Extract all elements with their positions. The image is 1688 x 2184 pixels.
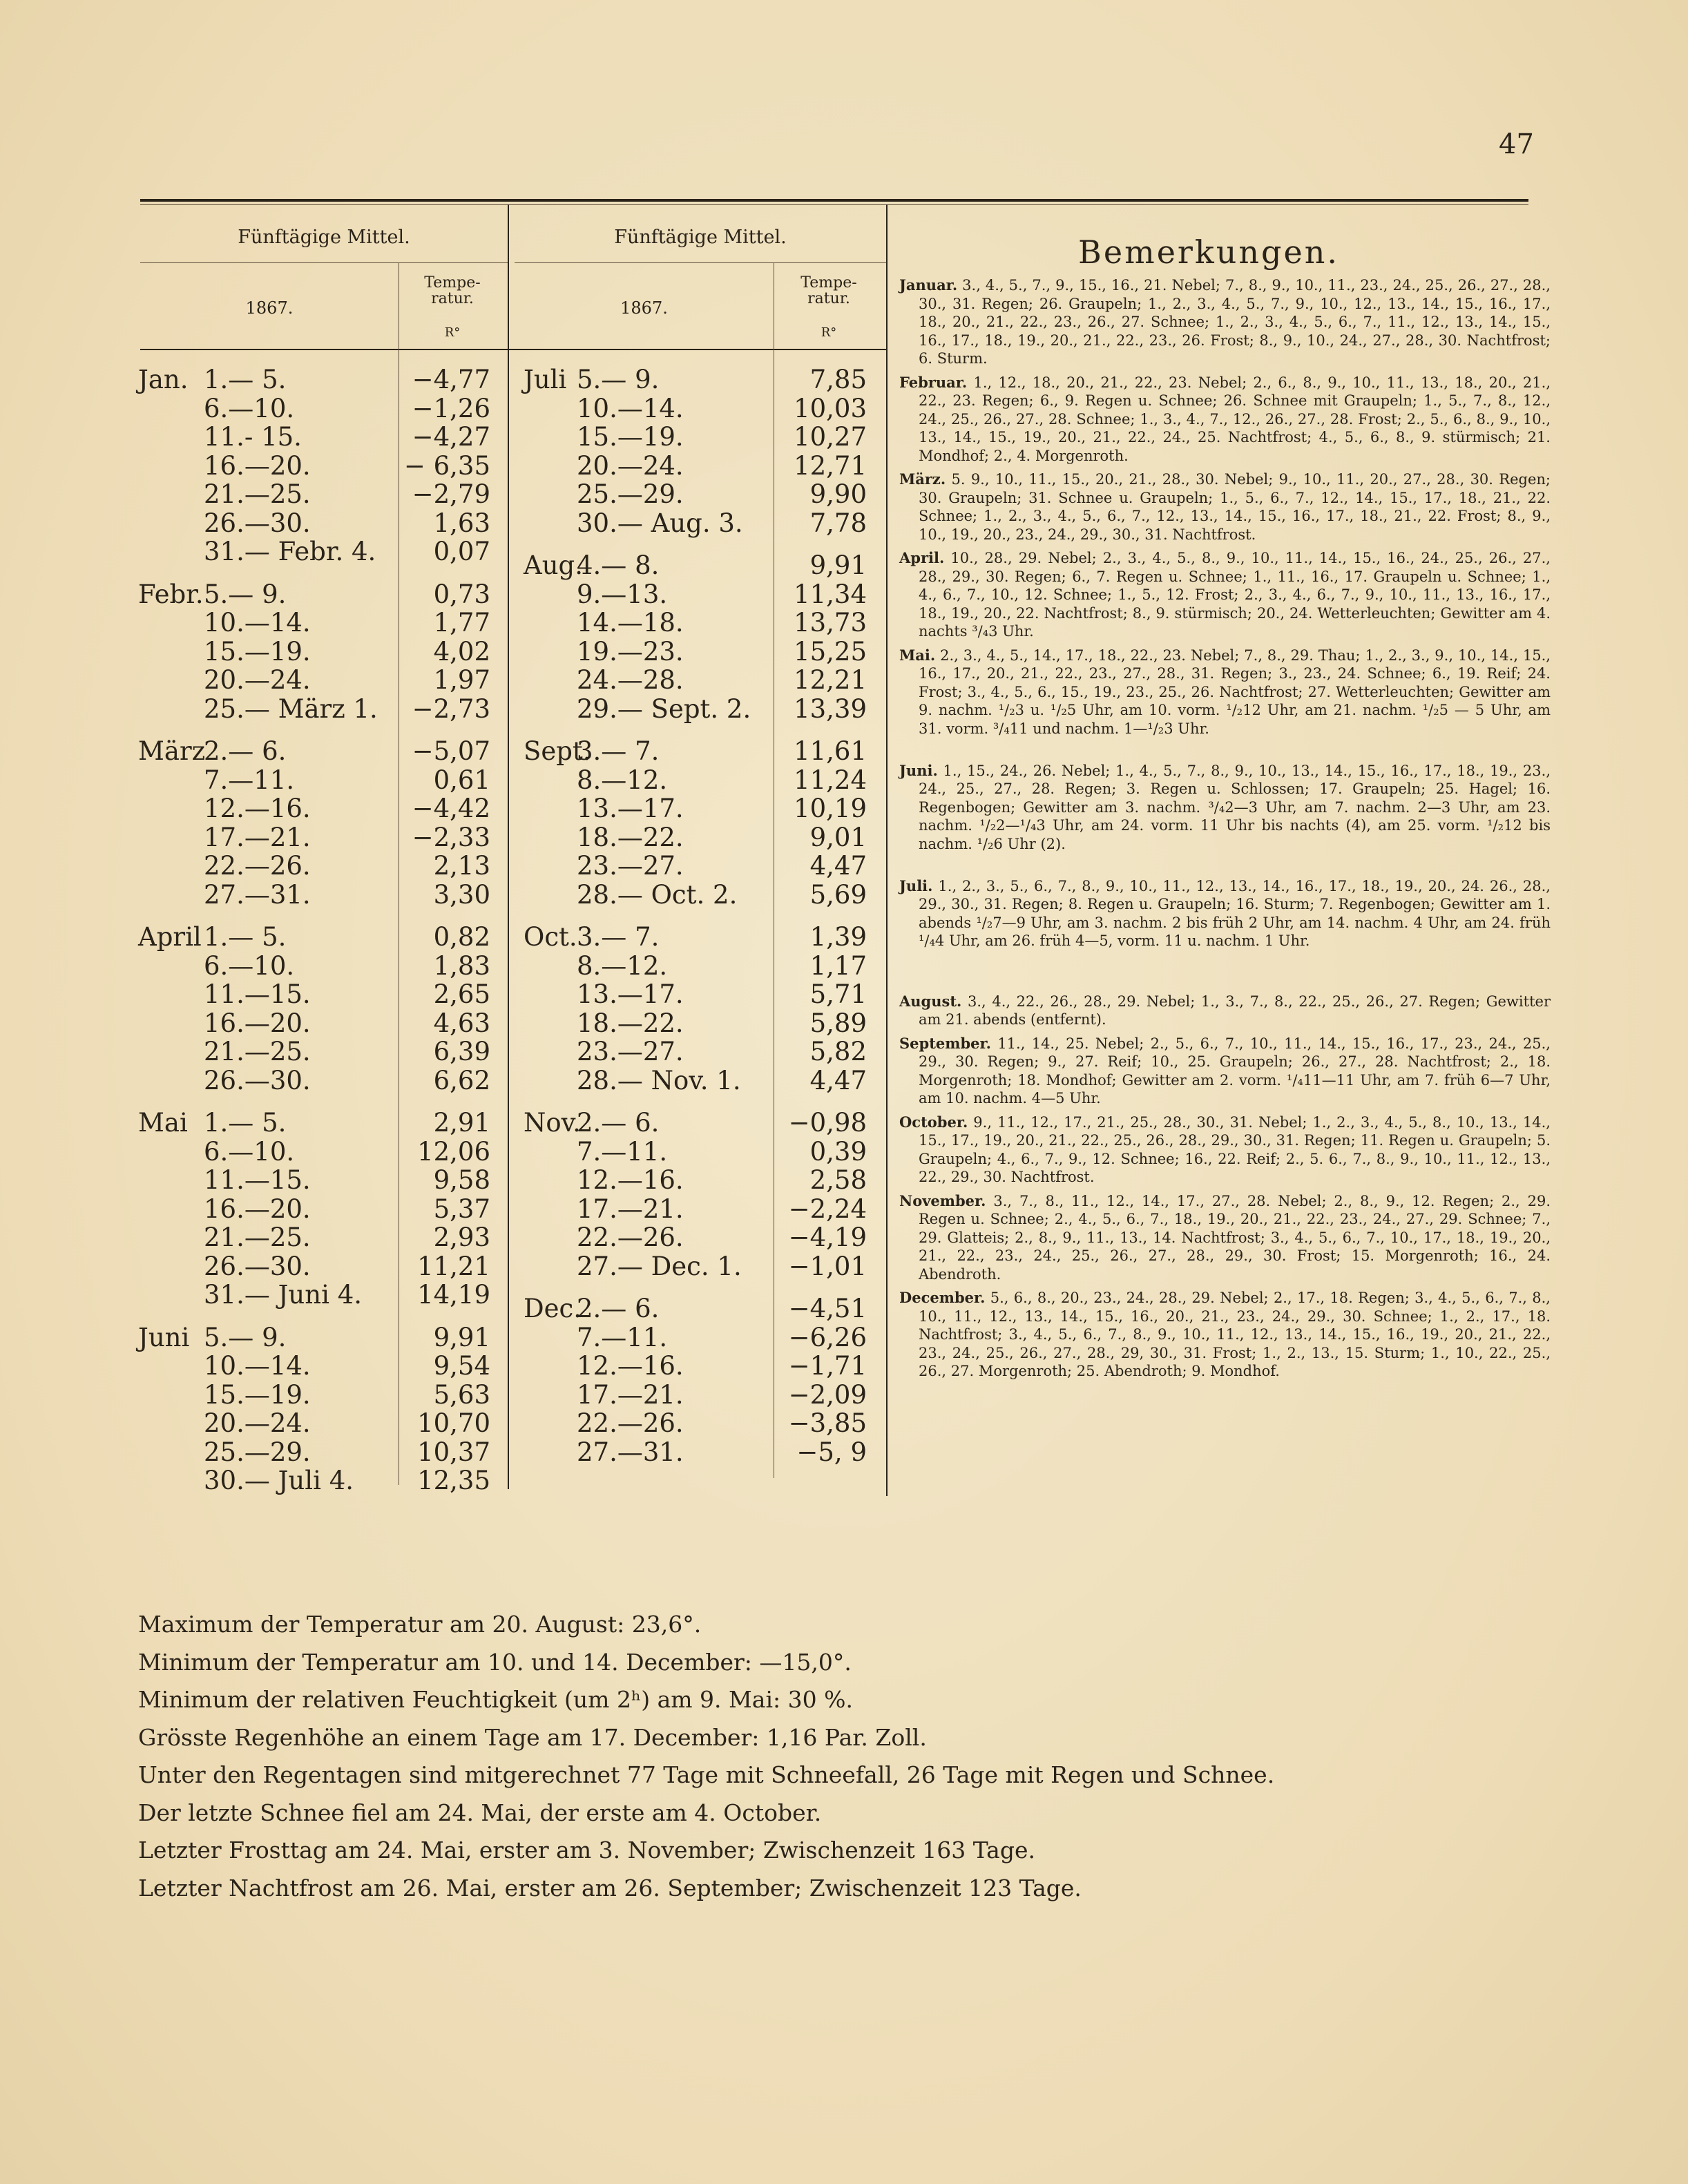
remark-entry bbox=[899, 646, 1551, 738]
right-group-header: Fünftägige Mittel. bbox=[614, 227, 787, 248]
remark-entry bbox=[899, 1113, 1551, 1187]
temperature-value: 12,06 bbox=[417, 1136, 490, 1167]
temperature-value: 2,13 bbox=[433, 851, 490, 881]
month-label: Nov. bbox=[524, 1108, 581, 1138]
date-range: 21.—25. bbox=[204, 479, 311, 509]
temperature-value: 2,93 bbox=[433, 1223, 490, 1252]
temperature-value: 5,71 bbox=[809, 979, 867, 1009]
temperature-value: −3,85 bbox=[788, 1408, 867, 1438]
date-range: 27.—31. bbox=[577, 1437, 684, 1467]
temperature-value: 10,03 bbox=[794, 393, 867, 423]
date-range: 31.— Juni 4. bbox=[204, 1280, 362, 1310]
date-range: 5.— 9. bbox=[204, 579, 287, 609]
temperature-value: 2,91 bbox=[433, 1108, 490, 1138]
temperature-value: −1,71 bbox=[788, 1351, 867, 1381]
date-range: 30.— Aug. 3. bbox=[577, 508, 743, 538]
date-range: 1.— 5. bbox=[204, 922, 287, 952]
left-temp-unit: R° bbox=[444, 325, 461, 340]
remark-entry bbox=[899, 877, 1551, 950]
date-range: 20.—24. bbox=[577, 450, 684, 481]
date-range: 20.—24. bbox=[204, 1408, 311, 1438]
temperature-value: −0,98 bbox=[788, 1108, 867, 1138]
temperature-value: 9,01 bbox=[809, 822, 867, 852]
temperature-value: 1,39 bbox=[809, 922, 867, 952]
table-divider bbox=[508, 204, 509, 1489]
date-range: 11.- 15. bbox=[204, 422, 302, 452]
temperature-value: −2,24 bbox=[788, 1194, 867, 1224]
remark-month: Juli. bbox=[899, 877, 933, 894]
page-number: 47 bbox=[1499, 128, 1534, 160]
summary-line: Unter den Regentagen sind mitgerechnet 77 Tage mit Schneefall, 26 Tage mit Regen und Schnee. bbox=[138, 1761, 1275, 1788]
temperature-value: −4,77 bbox=[412, 365, 490, 394]
date-range: 1.— 5. bbox=[204, 365, 287, 394]
date-range: 5.— 9. bbox=[204, 1322, 287, 1352]
remark-text: 5., 6., 8., 20., 23., 24., 28., 29. Nebel; 2., 17., 18. Regen; 3., 4., 5., 6., 7., 8., 10., 11., 12., 13., 14., 15., 16., 20., 21., 23., 24., 29., 30. Schnee; 1., 2., 17., 18. Nachtfrost; 3., 4., 5., 6., 7., 8., 9., 10., 11., 12., 13., 14., 15., 16., 19., 20., 21., 22., 23., 24., 25., 26., 27., 28., 29, 30., 31. Frost; 1., 2., 13., 15. Sturm; 1., 10., 22., 25., 26., 27. Morgenroth; 25. Abendroth; 9. Mondhof. bbox=[919, 1290, 1551, 1379]
temperature-value: 5,37 bbox=[433, 1194, 490, 1224]
date-range: 18.—22. bbox=[577, 822, 684, 852]
summary-line: Der letzte Schnee fiel am 24. Mai, der erste am 4. October. bbox=[138, 1799, 822, 1826]
right-group-rule bbox=[515, 262, 886, 263]
temperature-value: 6,39 bbox=[433, 1037, 490, 1066]
date-range: 21.—25. bbox=[204, 1037, 311, 1066]
temperature-value: −5,07 bbox=[412, 736, 490, 766]
date-range: 22.—26. bbox=[204, 851, 311, 881]
temperature-value: 5,69 bbox=[809, 879, 867, 910]
month-label: April bbox=[138, 922, 202, 952]
date-range: 28.— Oct. 2. bbox=[577, 879, 738, 910]
date-range: 25.— März 1. bbox=[204, 693, 378, 724]
date-range: 3.— 7. bbox=[577, 922, 660, 952]
remark-month: April. bbox=[899, 549, 945, 566]
month-label: Oct. bbox=[524, 922, 577, 952]
summary-block bbox=[138, 1606, 1274, 1907]
temperature-value: 9,90 bbox=[809, 479, 867, 509]
remarks-divider bbox=[886, 204, 888, 1496]
remark-text: 3., 4., 5., 7., 9., 15., 16., 21. Nebel; 7., 8., 9., 10., 11., 23., 24., 25., 26., 27., 28., 30., 31. Regen; 26. Graupeln; 1., 2., 3., 4., 5., 7., 9., 10., 12., 13., 14., 15., 16., 17., 18., 20., 21., 22., 23., 26., 27. Schnee; 1., 2., 3., 4., 5., 6., 7., 11., 12., 13., 14., 15., 16., 17., 18., 19., 20., 21., 22., 23., 26. Frost; 8., 9., 10., 24., 27., 28., 30. Nachtfrost; 6. Sturm. bbox=[919, 277, 1551, 367]
remark-text: 1., 12., 18., 20., 21., 22., 23. Nebel; 2., 6., 8., 9., 10., 11., 13., 18., 20., 21., 22., 23. Regen; 6., 9. Regen u. Schnee; 26. Schnee mit Graupeln; 1., 5., 7., 8., 12., 24., 25., 26., 27., 28. Schnee; 1., 3., 4., 7., 12., 26., 27., 28. Frost; 2., 5., 6., 8., 9., 10., 13., 14., 15., 19., 20., 21., 22., 24., 25. Nachtfrost; 4., 5., 6., 8., 9. stürmisch; 21. Mondhof; 2., 4. Morgenroth. bbox=[919, 374, 1551, 464]
temperature-value: −4,42 bbox=[412, 794, 490, 823]
date-range: 15.—19. bbox=[577, 422, 684, 452]
temperature-value: 4,47 bbox=[809, 1065, 867, 1095]
temperature-value: 0,82 bbox=[433, 922, 490, 952]
date-range: 17.—21. bbox=[577, 1379, 684, 1410]
temperature-value: 0,73 bbox=[433, 579, 490, 609]
temperature-value: 15,25 bbox=[794, 636, 867, 667]
remark-entry bbox=[899, 1289, 1551, 1381]
month-label: Juli bbox=[524, 365, 567, 394]
month-label: März bbox=[138, 736, 206, 766]
remark-month: Juni. bbox=[899, 761, 938, 779]
date-range: 9.—13. bbox=[577, 579, 668, 609]
date-range: 16.—20. bbox=[204, 1194, 311, 1224]
header-bottom-rule bbox=[140, 349, 886, 350]
temperature-value: 5,89 bbox=[809, 1008, 867, 1038]
date-range: 15.—19. bbox=[204, 1379, 311, 1410]
date-range: 31.— Febr. 4. bbox=[204, 537, 376, 566]
date-range: 1.— 5. bbox=[204, 1108, 287, 1138]
temperature-value: 11,61 bbox=[794, 736, 867, 766]
temperature-value: 9,58 bbox=[433, 1165, 490, 1195]
date-range: 8.—12. bbox=[577, 765, 668, 795]
temperature-value: 9,91 bbox=[433, 1322, 490, 1352]
date-range: 2.— 6. bbox=[577, 1294, 660, 1323]
temperature-value: 1,83 bbox=[433, 950, 490, 981]
date-range: 20.—24. bbox=[204, 665, 311, 695]
date-range: 12.—16. bbox=[577, 1351, 684, 1381]
right-temp-unit: R° bbox=[821, 325, 837, 340]
temperature-value: 5,63 bbox=[433, 1379, 490, 1410]
remark-text: 11., 14., 25. Nebel; 2., 5., 6., 7., 10., 11., 14., 15., 16., 17., 23., 24., 25., 29., 30. Regen; 9., 27. Reif; 10., 25. Graupeln; 26., 27., 28. Nachtfrost; 2., 18. Morgenroth; 18. Mondhof; Gewitter am 2. vorm. ¹/₄11—11 Uhr, am 7. früh 6—7 Uhr, am 10. nachm. 4—5 Uhr. bbox=[919, 1035, 1551, 1107]
left-group-rule bbox=[140, 262, 508, 263]
temperature-value: 1,63 bbox=[433, 508, 490, 538]
temperature-value: 1,97 bbox=[433, 665, 490, 695]
month-label: Jan. bbox=[138, 365, 189, 394]
date-range: 22.—26. bbox=[577, 1223, 684, 1252]
date-range: 6.—10. bbox=[204, 950, 295, 981]
date-range: 4.— 8. bbox=[577, 550, 660, 580]
month-label: Aug. bbox=[524, 550, 583, 580]
temperature-value: 3,30 bbox=[433, 879, 490, 910]
temperature-value: −4,19 bbox=[788, 1223, 867, 1252]
temperature-value: 10,37 bbox=[417, 1437, 490, 1467]
date-range: 10.—14. bbox=[577, 393, 684, 423]
remark-month: August. bbox=[899, 992, 962, 1010]
temperature-value: 6,62 bbox=[433, 1065, 490, 1095]
remarks-title: Bemerkungen. bbox=[1078, 233, 1339, 271]
remark-entry bbox=[899, 276, 1551, 368]
temperature-value: 5,82 bbox=[809, 1037, 867, 1066]
temperature-value: −2,73 bbox=[412, 693, 490, 724]
date-range: 2.— 6. bbox=[577, 1108, 660, 1138]
date-range: 16.—20. bbox=[204, 1008, 311, 1038]
remark-text: 2., 3., 4., 5., 14., 17., 18., 22., 23. Nebel; 7., 8., 29. Thau; 1., 2., 3., 9., 10., 14., 15., 16., 17., 20., 21., 22., 23., 27., 28., 31. Regen; 3., 23., 24. Schnee; 6., 19. Reif; 24. Frost; 3., 4., 5., 6., 15., 19., 23., 25., 26. Nachtfrost; 27. Wetterleuchten; Gewitter am 9. nachm. ¹/₂3 u. ¹/₂5 Uhr, am 10. vorm. ¹/₂12 Uhr, am 21. nachm. ¹/₂5 — 5 Uhr, am 31. vorm. ³/₄11 und nachm. 1—¹/₂3 Uhr. bbox=[919, 646, 1551, 737]
temperature-value: 1,17 bbox=[809, 950, 867, 981]
temperature-value: −1,01 bbox=[788, 1251, 867, 1281]
date-range: 10.—14. bbox=[204, 608, 311, 638]
remark-month: Mai. bbox=[899, 646, 936, 664]
remark-entry bbox=[899, 762, 1551, 854]
temperature-value: 0,61 bbox=[433, 765, 490, 795]
date-range: 11.—15. bbox=[204, 1165, 311, 1195]
temperature-value: 13,39 bbox=[794, 693, 867, 724]
date-range: 26.—30. bbox=[204, 508, 311, 538]
remark-month: September. bbox=[899, 1034, 991, 1052]
date-range: 7.—11. bbox=[577, 1136, 668, 1167]
temperature-value: 1,77 bbox=[433, 608, 490, 638]
date-range: 7.—11. bbox=[204, 765, 295, 795]
remark-text: 3., 4., 22., 26., 28., 29. Nebel; 1., 3., 7., 8., 22., 25., 26., 27. Regen; Gewitter am 21. abends (entfernt). bbox=[919, 993, 1551, 1028]
date-range: 13.—17. bbox=[577, 979, 684, 1009]
temperature-value: 7,85 bbox=[809, 365, 867, 394]
top-rule-inner bbox=[140, 204, 1528, 205]
date-range: 6.—10. bbox=[204, 1136, 295, 1167]
remark-text: 9., 11., 12., 17., 21., 25., 28., 30., 31. Nebel; 1., 2., 3., 4., 5., 8., 10., 13., 14., 15., 17., 19., 20., 21., 22., 25., 26., 28., 29., 30., 31. Regen; 11. Regen u. Graupeln; 5. Graupeln; 4., 6., 7., 9., 12. Schnee; 16., 22. Reif; 2., 5. 6., 7., 8., 9., 10., 11., 12., 13., 22., 29., 30. Nachtfrost. bbox=[919, 1113, 1551, 1185]
month-label: Mai bbox=[138, 1108, 188, 1138]
top-rule bbox=[140, 199, 1528, 202]
summary-line: Letzter Frosttag am 24. Mai, erster am 3. November; Zwischenzeit 163 Tage. bbox=[138, 1837, 1035, 1864]
temperature-value: 12,35 bbox=[417, 1466, 490, 1495]
month-label: Dec. bbox=[524, 1294, 582, 1323]
date-range: 26.—30. bbox=[204, 1251, 311, 1281]
date-range: 25.—29. bbox=[577, 479, 684, 509]
temperature-value: 10,27 bbox=[794, 422, 867, 452]
date-range: 27.—31. bbox=[204, 879, 311, 910]
temperature-value: − 6,35 bbox=[403, 450, 490, 481]
date-range: 30.— Juli 4. bbox=[204, 1466, 354, 1495]
summary-line: Letzter Nachtfrost am 26. Mai, erster am 26. September; Zwischenzeit 123 Tage. bbox=[138, 1874, 1082, 1902]
summary-line: Grösste Regenhöhe an einem Tage am 17. December: 1,16 Par. Zoll. bbox=[138, 1723, 927, 1751]
temperature-value: −2,33 bbox=[412, 822, 490, 852]
date-range: 18.—22. bbox=[577, 1008, 684, 1038]
left-group-header: Fünftägige Mittel. bbox=[238, 227, 410, 248]
date-range: 8.—12. bbox=[577, 950, 668, 981]
summary-line: Minimum der relativen Feuchtigkeit (um 2ʰ) am 9. Mai: 30 %. bbox=[138, 1686, 853, 1713]
temperature-value: −5, 9 bbox=[796, 1437, 867, 1467]
date-range: 29.— Sept. 2. bbox=[577, 693, 751, 724]
temperature-value: 14,19 bbox=[417, 1280, 490, 1310]
temperature-value: 2,65 bbox=[433, 979, 490, 1009]
date-range: 15.—19. bbox=[204, 636, 311, 667]
date-range: 12.—16. bbox=[204, 794, 311, 823]
date-range: 23.—27. bbox=[577, 851, 684, 881]
left-year-header: 1867. bbox=[245, 298, 294, 318]
date-range: 3.— 7. bbox=[577, 736, 660, 766]
date-range: 24.—28. bbox=[577, 665, 684, 695]
temperature-value: 13,73 bbox=[794, 608, 867, 638]
temperature-value: −2,79 bbox=[412, 479, 490, 509]
date-range: 11.—15. bbox=[204, 979, 311, 1009]
remark-entry bbox=[899, 549, 1551, 641]
temperature-value: 9,91 bbox=[809, 550, 867, 580]
temperature-value: 11,21 bbox=[417, 1251, 490, 1281]
temperature-value: 7,78 bbox=[809, 508, 867, 538]
remark-text: 1., 2., 3., 5., 6., 7., 8., 9., 10., 11., 12., 13., 14., 16., 17., 18., 19., 20., 24. 26., 28., 29., 30., 31. Regen; 8. Regen u. Graupeln; 16. Sturm; 7. Regenbogen; Gewitter am 1. abends ¹/₂7—9 Uhr, am 3. nachm. 2 bis früh 2 Uhr, am 14. nachm. 4 Uhr, am 24. früh ¹/₄4 Uhr, am 26. früh 4—5, vorm. 11 u. nachm. 1 Uhr. bbox=[919, 877, 1551, 949]
remark-entry bbox=[899, 1192, 1551, 1284]
date-range: 12.—16. bbox=[577, 1165, 684, 1195]
date-range: 21.—25. bbox=[204, 1223, 311, 1252]
date-range: 16.—20. bbox=[204, 450, 311, 481]
month-label: Sept. bbox=[524, 736, 591, 766]
temperature-value: 4,47 bbox=[809, 851, 867, 881]
left-temp-header: Tempe- ratur. bbox=[424, 274, 481, 307]
date-range: 7.—11. bbox=[577, 1322, 668, 1352]
date-range: 23.—27. bbox=[577, 1037, 684, 1066]
date-range: 14.—18. bbox=[577, 608, 684, 638]
right-year-header: 1867. bbox=[620, 298, 668, 318]
temperature-value: 4,02 bbox=[433, 636, 490, 667]
remark-text: 5. 9., 10., 11., 15., 20., 21., 28., 30. Nebel; 9., 10., 11., 20., 27., 28., 30. Regen; 30. Graupeln; 31. Schnee u. Graupeln; 1., 5., 6., 7., 12., 14., 15., 17., 18., 21., 22. Schnee; 1., 2., 3., 4., 5., 6., 7., 12., 13., 14., 15., 16., 17., 18., 21., 22. Frost; 8., 9., 10., 19., 20., 23., 24., 29., 30., 31. Nachtfrost. bbox=[919, 471, 1551, 543]
remark-text: 10., 28., 29. Nebel; 2., 3., 4., 5., 8., 9., 10., 11., 14., 15., 16., 24., 25., 26., 27., 28., 29., 30. Regen; 6., 7. Regen u. Schnee; 1., 11., 16., 17. Graupeln u. Schnee; 1., 4., 6., 7., 10., 12. Schnee; 1., 5., 12. Frost; 2., 3., 4., 6., 7., 9., 10., 11., 13., 16., 17., 18., 19., 20., 22. Nachtfrost; 8., 9. stürmisch; 20., 24. Wetterleuchten; Gewitter am 4. nachts ³/₄3 Uhr. bbox=[919, 550, 1551, 640]
temperature-value: 10,19 bbox=[794, 794, 867, 823]
temperature-value: 10,70 bbox=[417, 1408, 490, 1438]
right-temp-header: Tempe- ratur. bbox=[800, 274, 857, 307]
date-range: 10.—14. bbox=[204, 1351, 311, 1381]
temperature-value: 0,39 bbox=[809, 1136, 867, 1167]
temperature-value: 12,71 bbox=[794, 450, 867, 481]
summary-line: Minimum der Temperatur am 10. und 14. December: —15,0°. bbox=[138, 1648, 852, 1676]
date-range: 28.— Nov. 1. bbox=[577, 1065, 741, 1095]
date-range: 19.—23. bbox=[577, 636, 684, 667]
remark-month: October. bbox=[899, 1113, 968, 1131]
remark-month: März. bbox=[899, 470, 946, 488]
temperature-value: −1,26 bbox=[412, 393, 490, 423]
date-range: 6.—10. bbox=[204, 393, 295, 423]
remark-month: Februar. bbox=[899, 373, 968, 391]
temperature-value: −4,27 bbox=[412, 422, 490, 452]
remark-entry bbox=[899, 374, 1551, 466]
remark-entry bbox=[899, 1035, 1551, 1108]
temperature-value: 0,07 bbox=[433, 537, 490, 566]
temperature-value: 11,24 bbox=[794, 765, 867, 795]
temperature-value: −6,26 bbox=[788, 1322, 867, 1352]
temperature-value: 11,34 bbox=[794, 579, 867, 609]
temperature-value: 9,54 bbox=[433, 1351, 490, 1381]
date-range: 2.— 6. bbox=[204, 736, 287, 766]
remark-entry bbox=[899, 470, 1551, 544]
temperature-value: 2,58 bbox=[809, 1165, 867, 1195]
temperature-value: −4,51 bbox=[788, 1294, 867, 1323]
month-label: Febr. bbox=[138, 579, 204, 609]
remark-month: Januar. bbox=[899, 276, 958, 294]
remark-entry bbox=[899, 993, 1551, 1029]
date-range: 17.—21. bbox=[204, 822, 311, 852]
temperature-value: −2,09 bbox=[788, 1379, 867, 1410]
date-range: 17.—21. bbox=[577, 1194, 684, 1224]
remark-month: November. bbox=[899, 1191, 986, 1209]
remark-text: 3., 7., 8., 11., 12., 14., 17., 27., 28. Nebel; 2., 8., 9., 12. Regen; 2., 29. Regen u. Schnee; 2., 4., 5., 6., 7., 18., 19., 20., 21., 22., 23., 24., 27., 29. Schnee; 7., 29. Glatteis; 2., 8., 9., 11., 13., 14. Nachtfrost; 3., 4., 5., 6., 7., 10., 17., 18., 19., 20., 21., 22., 23., 24., 25., 26., 27., 28., 29., 30. Frost; 15. Morgenroth; 16., 24. Abendroth. bbox=[919, 1192, 1551, 1283]
remark-text: 1., 15., 24., 26. Nebel; 1., 4., 5., 7., 8., 9., 10., 13., 14., 15., 16., 17., 18., 19., 23., 24., 25., 27., 28. Regen; 3. Regen u. Schlossen; 17. Graupeln; 25. Hagel; 16. Regenbogen; Gewitter am 3. nachm. ³/₄2—3 Uhr, am 7. nachm. 2—3 Uhr, am 23. nachm. ¹/₂2—¹/₄3 Uhr, am 24. vorm. 11 Uhr bis nachts (4), am 25. vorm. ¹/₂12 bis nachm. ¹/₂6 Uhr (2). bbox=[919, 762, 1551, 852]
temperature-value: 4,63 bbox=[433, 1008, 490, 1038]
remark-month: December. bbox=[899, 1289, 986, 1306]
summary-line: Maximum der Temperatur am 20. August: 23,6°. bbox=[138, 1611, 702, 1638]
date-range: 26.—30. bbox=[204, 1065, 311, 1095]
date-range: 25.—29. bbox=[204, 1437, 311, 1467]
date-range: 27.— Dec. 1. bbox=[577, 1251, 742, 1281]
date-range: 22.—26. bbox=[577, 1408, 684, 1438]
month-label: Juni bbox=[138, 1322, 190, 1352]
date-range: 13.—17. bbox=[577, 794, 684, 823]
date-range: 5.— 9. bbox=[577, 365, 660, 394]
temperature-value: 12,21 bbox=[794, 665, 867, 695]
